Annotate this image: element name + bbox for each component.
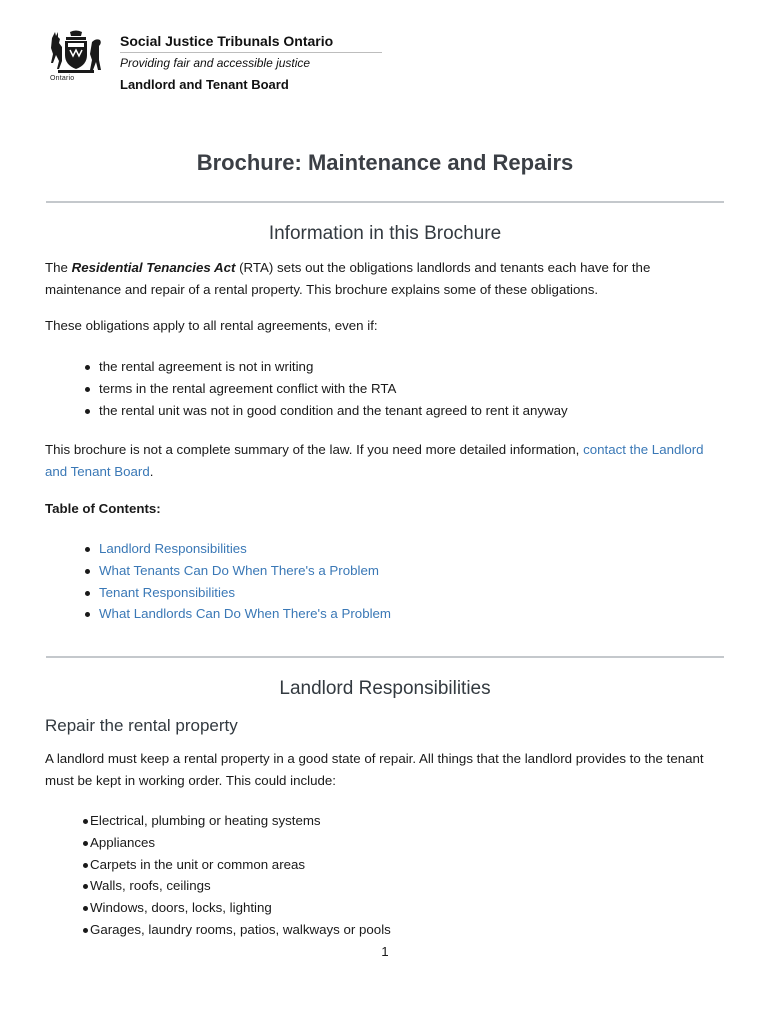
bullet-icon [85, 409, 90, 414]
page-number: 1 [381, 944, 389, 959]
list-item-text: Walls, roofs, ceilings [90, 878, 211, 894]
list-item-text: the rental agreement is not in writing [99, 359, 314, 374]
toc-item [45, 538, 391, 560]
toc-link-tenant-responsibilities[interactable]: Tenant Responsibilities [99, 584, 236, 600]
bullet-icon [85, 569, 90, 574]
list-item-text: the rental unit was not in good condition and the tenant agreed to rent it anyway [99, 402, 568, 418]
list-item-text: Electrical, plumbing or heating systems [90, 813, 321, 828]
bullet-icon [83, 819, 88, 824]
intro-suffix: (RTA) sets out the obligations landlords and tenants each have for the maintenance and repair of a rental property. This brochure explains some of these obligations. [45, 260, 651, 297]
toc-list [45, 538, 391, 625]
bullet-icon [85, 547, 90, 552]
organization-name: Social Justice Tribunals Ontario [120, 33, 334, 49]
crest-caption: Ontario [50, 75, 75, 82]
toc-link-tenants-problem[interactable]: What Tenants Can Do When There's a Problem [99, 562, 379, 578]
title-divider [46, 201, 724, 203]
list-item [81, 897, 391, 919]
header-divider [120, 52, 382, 53]
toc-item [45, 603, 391, 625]
bullet-icon [85, 612, 90, 617]
list-item [81, 832, 391, 854]
list-item-text: terms in the rental agreement conflict with the RTA [99, 380, 397, 396]
repair-subheading: Repair the rental property [45, 716, 238, 735]
list-item [45, 400, 568, 422]
board-name: Landlord and Tenant Board [120, 77, 289, 92]
applies-paragraph: These obligations apply to all rental agreements, even if: [45, 318, 378, 333]
act-name: Residential Tenancies Act [71, 260, 236, 275]
info-heading: Information in this Brochure [268, 223, 502, 244]
bullet-icon [83, 841, 88, 846]
toc-heading: Table of Contents: [45, 501, 161, 516]
list-item [81, 919, 391, 941]
toc-link-landlords-problem[interactable]: What Landlords Can Do When There's a Problem [99, 606, 392, 622]
list-item-text: Windows, doors, locks, lighting [90, 900, 272, 916]
toc-link-landlord-responsibilities[interactable]: Landlord Responsibilities [99, 541, 247, 556]
summary-paragraph [45, 439, 725, 482]
list-item-text: Carpets in the unit or common areas [90, 856, 306, 872]
bullet-icon [85, 387, 90, 392]
list-item-text: Appliances [90, 834, 156, 850]
bullet-icon [85, 365, 90, 370]
list-item [81, 854, 391, 876]
repair-items-list [81, 810, 391, 941]
intro-paragraph [45, 257, 725, 300]
summary-suffix: . [149, 463, 154, 479]
contact-board-link[interactable]: contact the Landlord and Tenant Board [45, 442, 704, 479]
toc-item [45, 582, 391, 604]
bullet-icon [83, 863, 88, 868]
page-title: Brochure: Maintenance and Repairs [196, 150, 574, 175]
bullet-icon [85, 591, 90, 596]
landlord-heading: Landlord Responsibilities [279, 678, 491, 699]
list-item [45, 356, 568, 378]
repair-paragraph: A landlord must keep a rental property in a good state of repair. All things that the landlord provides to the tenant must be kept in working order. This could include: [45, 751, 704, 788]
bullet-icon [83, 906, 88, 911]
bullet-icon [83, 884, 88, 889]
bullet-icon [83, 928, 88, 933]
list-item [81, 810, 391, 832]
summary-prefix: This brochure is not a complete summary of the law. If you need more detailed information, [45, 442, 584, 457]
list-item [81, 875, 391, 897]
intro-prefix: The [45, 260, 72, 275]
document-header [48, 30, 388, 100]
section-divider [46, 656, 724, 658]
list-item-text: Garages, laundry rooms, patios, walkways or pools [90, 921, 391, 937]
tagline: Providing fair and accessible justice [120, 56, 311, 70]
list-item [45, 378, 568, 400]
toc-item [45, 560, 391, 582]
conditions-list [45, 356, 568, 421]
